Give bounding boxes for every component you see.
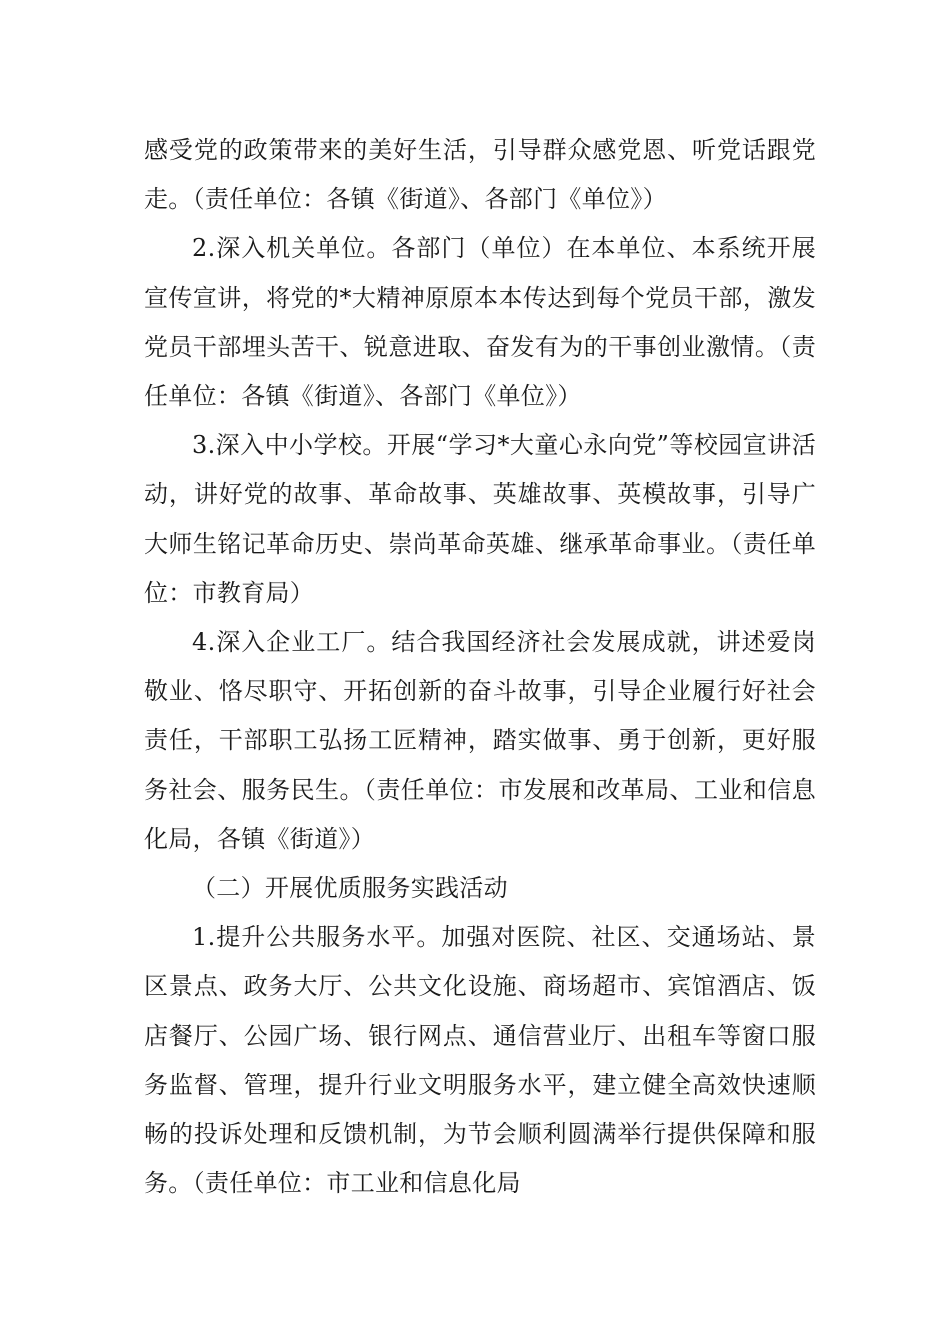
document-body <box>144 126 816 1208</box>
paragraph-item-1: 1.提升公共服务水平。加强对医院、社区、交通场站、景区景点、政务大厅、公共文化设施、商场超市、宾馆酒店、饭店餐厅、公园广场、银行网点、通信营业厅、出租车等窗口服务监督、管理，提升行业文明服务水平，建立健全高效快速顺畅的投诉处理和反馈机制，为节会顺利圆满举行提供保障和服务。（责任单位：市工业和信息化局 <box>144 923 816 1198</box>
paragraph-item-4: 4.深入企业工厂。结合我国经济社会发展成就，讲述爱岗敬业、恪尽职守、开拓创新的奋斗故事，引导企业履行好社会责任，干部职工弘扬工匠精神，踏实做事、勇于创新，更好服务社会、服务民生。（责任单位：市发展和改革局、工业和信息化局，各镇《街道》） <box>144 628 816 853</box>
paragraph-item-3: 3.深入中小学校。开展“学习*大童心永向党”等校园宣讲活动，讲好党的故事、革命故事、英雄故事、英模故事，引导广大师生铭记革命历史、崇尚革命英雄、继承革命事业。（责任单位：市教育局） <box>144 431 816 607</box>
section-heading: （二）开展优质服务实践活动 <box>192 874 508 903</box>
paragraph-item-2: 2.深入机关单位。各部门（单位）在本单位、本系统开展宣传宣讲，将党的*大精神原原本本传达到每个党员干部，激发党员干部埋头苦干、锐意进取、奋发有为的干事创业激情。（责任单位：各镇《街道》、各部门《单位》） <box>144 234 816 411</box>
paragraph-continuation: 感受党的政策带来的美好生活，引导群众感党恩、听党话跟党走。（责任单位：各镇《街道》、各部门《单位》） <box>144 136 816 214</box>
